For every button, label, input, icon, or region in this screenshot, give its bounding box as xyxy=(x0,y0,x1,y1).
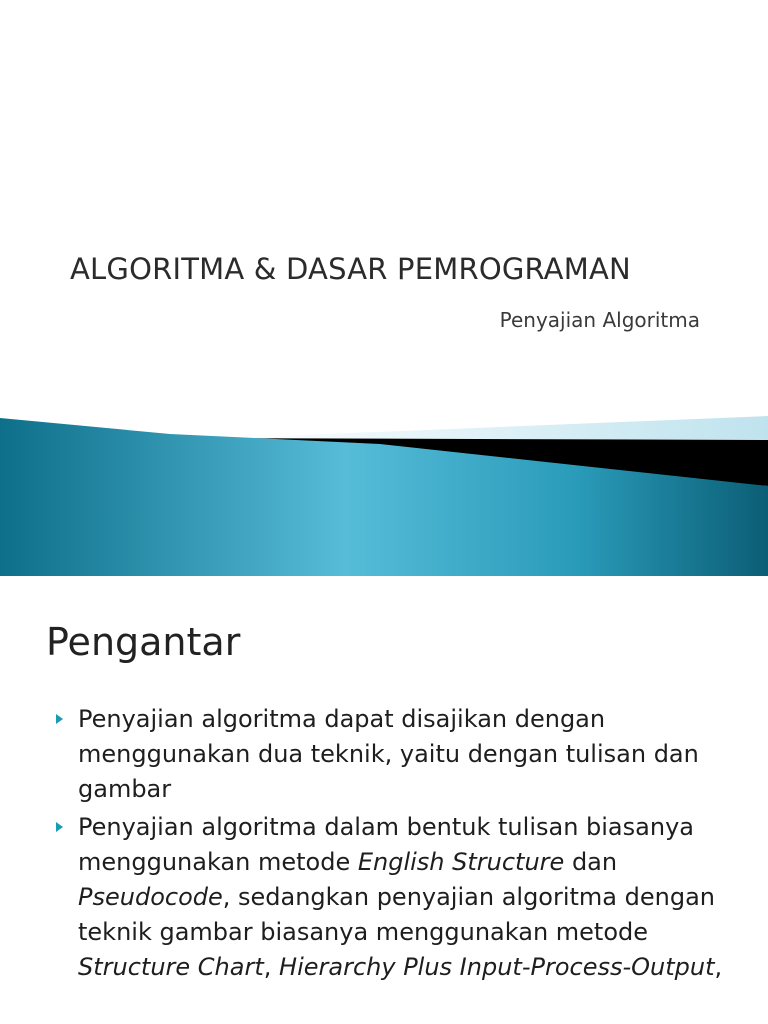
slide-main-title: ALGORITMA & DASAR PEMROGRAMAN xyxy=(70,252,631,286)
section-heading: Pengantar xyxy=(46,620,241,664)
slide-subtitle: Penyajian Algoritma xyxy=(499,308,700,332)
decorative-wave-banner xyxy=(0,410,768,576)
bullet-text-part: dan xyxy=(564,848,618,876)
triangle-bullet-icon xyxy=(56,822,63,832)
bullet-text: Penyajian algoritma dapat disajikan dengan menggunakan dua teknik, yaitu dengan tulisan dan gambar xyxy=(78,705,699,803)
bullet-text-part: Penyajian algoritma dalam bentuk tulisan biasanya menggunakan metode xyxy=(78,813,694,876)
content-slide xyxy=(0,576,768,1024)
list-item xyxy=(56,810,746,985)
bullet-emphasis: Pseudocode xyxy=(78,883,223,911)
bullet-text-part: , xyxy=(714,953,723,981)
bullet-emphasis: English Structure xyxy=(357,848,565,876)
bullet-text-part: , sedangkan penyajian algoritma dengan teknik gambar biasanya menggunakan metode xyxy=(78,883,716,946)
bullet-emphasis: Structure Chart xyxy=(78,953,264,981)
triangle-bullet-icon xyxy=(56,714,63,724)
pale-stripe-shape xyxy=(230,416,768,440)
bullet-list xyxy=(56,702,746,988)
bullet-emphasis: Hierarchy Plus Input-Process-Output xyxy=(279,953,715,981)
bullet-text-part: , xyxy=(263,953,280,981)
list-item xyxy=(56,702,746,807)
